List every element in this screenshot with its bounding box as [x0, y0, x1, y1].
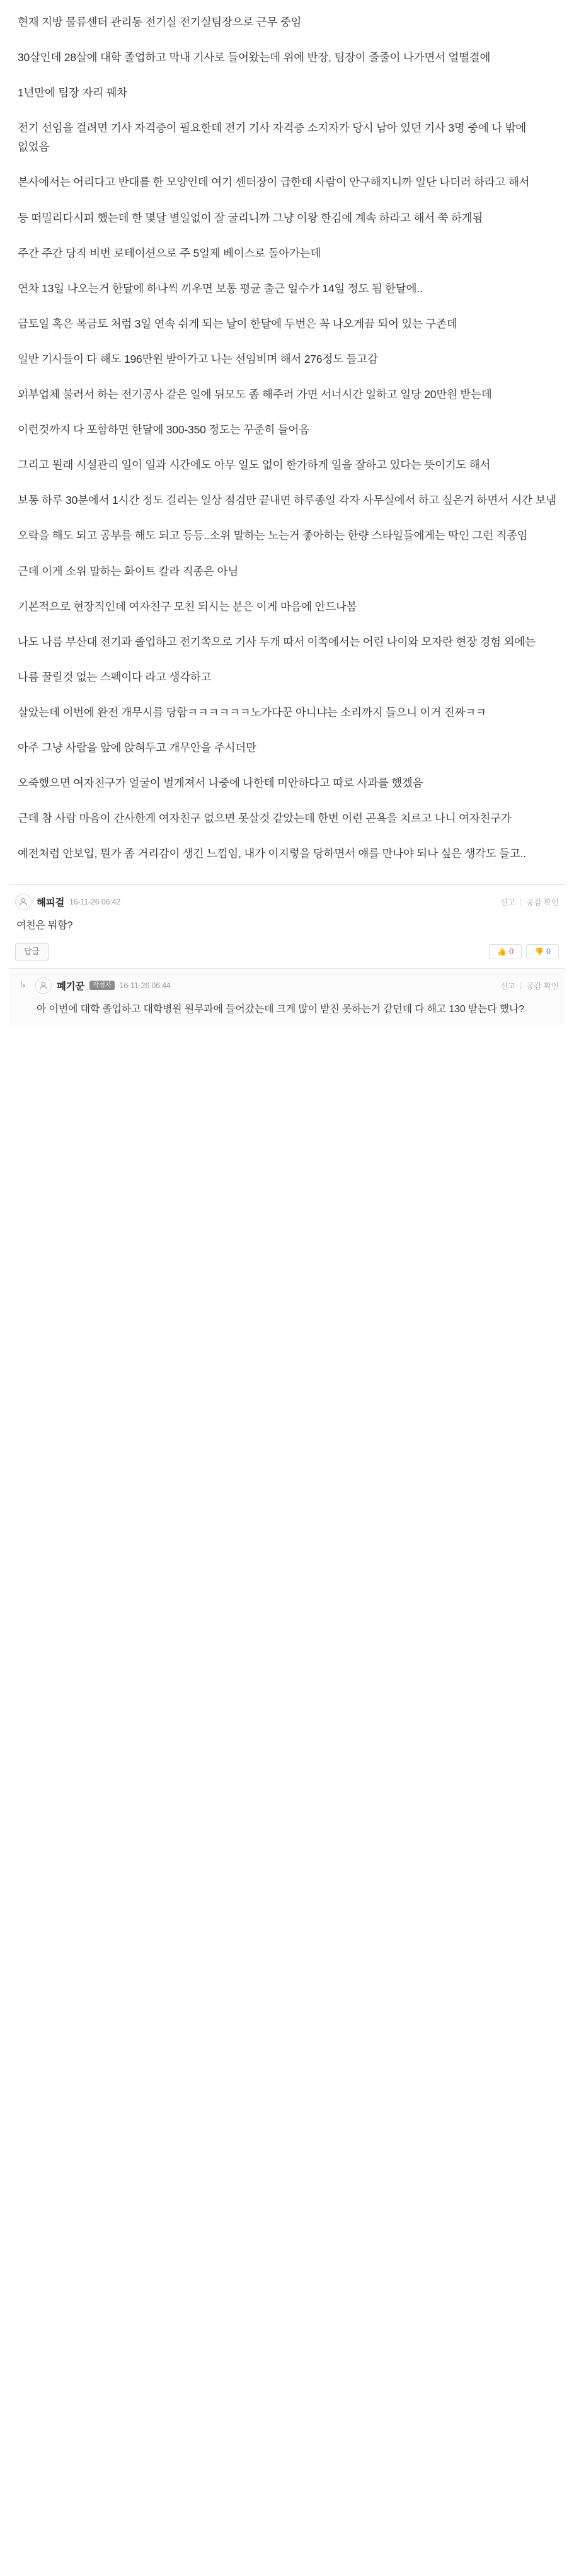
post-paragraph: 나름 꿀릴것 없는 스펙이다 라고 생각하고 — [18, 670, 212, 683]
post-paragraph: 보통 하루 30분에서 1시간 정도 걸리는 일상 점검만 끝내면 하루종일 각자 사무실에서 하고 싶은거 하면서 시간 보냄 — [18, 494, 556, 507]
report-link[interactable]: 신고 — [500, 981, 515, 991]
post-body — [0, 0, 574, 863]
comment-author[interactable]: 폐기꾼 — [57, 981, 85, 992]
reply-button[interactable]: 답글 — [15, 943, 49, 960]
post-paragraph: 본사에서는 어리다고 반대를 한 모양인데 여기 센터장이 급한데 사람이 안구해지니까 일단 나더러 하라고 해서 — [18, 176, 530, 189]
vote-group — [489, 944, 559, 959]
thumbs-down-icon: 👎 — [534, 947, 544, 956]
comment-list — [0, 884, 574, 1040]
comment-header — [15, 894, 559, 910]
comment-text: 여친은 뭐함? — [16, 920, 73, 932]
post-paragraph: 아주 그냥 사람을 앞에 앉혀두고 개무안을 주시더만 — [18, 741, 256, 754]
like-confirm-link[interactable]: 공감 확인 — [526, 898, 559, 908]
comment-header-actions — [500, 980, 559, 991]
post-paragraph: 나도 나름 부산대 전기과 졸업하고 전기쪽으로 기사 두개 따서 이쪽에서는 어린 나이와 모자란 현장 경험 외에는 — [18, 635, 536, 648]
upvote-button[interactable] — [489, 944, 522, 959]
post-paragraph: 근데 참 사람 마음이 간사한게 여자친구 없으면 못살것 같았는데 한번 이런 곤욕을 치르고 나니 여자친구가 — [18, 812, 512, 825]
report-link[interactable]: 신고 — [500, 898, 515, 908]
comment-author[interactable]: 해피걸 — [37, 898, 65, 909]
thumbs-up-icon: 👍 — [497, 947, 507, 956]
post-paragraph: 전기 선임을 걸려면 기사 자격증이 필요한데 전기 기사 자격증 소지자가 당시 남아 있던 기사 3명 중에 나 밖에 없었음 — [18, 122, 527, 154]
comment-date: 16-11-26 06:44 — [119, 981, 171, 990]
separator: | — [519, 981, 522, 990]
writer-badge: 작성자 — [89, 981, 115, 991]
comment-header — [35, 977, 559, 994]
comment-item — [9, 884, 565, 967]
post-paragraph: 30살인데 28살에 대학 졸업하고 막내 기사로 들어왔는데 위에 반장, 팀장이 줄줄이 나가면서 얼떨결에 — [18, 51, 491, 64]
post-paragraph: 등 떠밀리다시피 했는데 한 몇달 별일없이 잘 굴리니까 그냥 이왕 한김에 계속 하라고 해서 쭉 하게됨 — [18, 211, 483, 224]
post-paragraph: 이런것까지 다 포함하면 한달에 300-350 정도는 꾸준히 들어옴 — [18, 423, 309, 436]
comment-text: 아 이번에 대학 졸업하고 대학병원 원무과에 들어갔는데 크게 많이 받진 못하는거 같던데 다 해고 130 받는다 했나? — [37, 1003, 524, 1015]
post-paragraph: 기본적으로 현장직인데 여자친구 모친 되시는 분은 이게 마음에 안드나봄 — [18, 600, 357, 613]
upvote-count: 0 — [509, 947, 514, 956]
post-paragraph: 연차 13일 나오는거 한달에 하나씩 끼우면 보통 평균 출근 일수가 14일 정도 됨 한달에.. — [18, 282, 423, 295]
post-paragraph: 금토일 혹은 목금토 처럼 3일 연속 쉬게 되는 날이 한달에 두번은 꼭 나오게끔 되어 있는 구존데 — [18, 317, 457, 330]
post-paragraph: 오락을 해도 되고 공부를 해도 되고 등등..소위 말하는 노는거 좋아하는 한량 스타일들에게는 딱인 그런 직종임 — [18, 529, 528, 542]
downvote-button[interactable] — [526, 944, 559, 959]
post-paragraph: 현재 지방 물류센터 관리동 전기실 전기실팀장으로 근무 중임 — [18, 16, 302, 28]
post-paragraph: 주간 주간 당직 비번 로테이션으로 주 5일제 베이스로 돌아가는데 — [18, 246, 321, 259]
downvote-count: 0 — [546, 947, 551, 956]
post-paragraph: 근데 이게 소위 말하는 화이트 칼라 직종은 아님 — [18, 564, 239, 578]
post-paragraph: 외부업체 불러서 하는 전기공사 같은 일에 뒤모도 좀 해주러 가면 서너시간 일하고 일당 20만원 받는데 — [18, 388, 492, 401]
post-paragraph: 일반 기사들이 다 해도 196만원 받아가고 나는 선임비며 해서 276정도 들고감 — [18, 352, 378, 365]
reply-arrow-icon: ↳ — [19, 979, 27, 990]
post-paragraph: 예전처럼 안보입, 뭔가 좀 거리감이 생긴 느낌임, 내가 이지렇을 당하면서 얘를 만나야 되나 싶은 생각도 들고.. — [18, 847, 526, 860]
comment-header-actions — [500, 896, 559, 908]
like-confirm-link[interactable]: 공감 확인 — [526, 981, 559, 991]
post-paragraph: 오죽했으면 여자친구가 얼굴이 벌게져서 나중에 나한테 미안하다고 따로 사과를 했겠음 — [18, 777, 423, 790]
comment-date: 16-11-26 06:42 — [69, 898, 121, 907]
post-paragraph: 살았는데 이번에 완전 개무시를 당함ㅋㅋㅋㅋㅋㅋ노가다꾼 아니냐는 소리까지 들으니 이거 진짜ㅋㅋ — [18, 705, 486, 719]
comment-actions — [15, 943, 559, 960]
post-paragraph: 그리고 원래 시설관리 일이 일과 시간에도 아무 일도 없이 한가하게 일을 잘하고 있다는 뜻이기도 해서 — [18, 459, 491, 472]
post-paragraph: 1년만에 팀장 자리 꿰차 — [18, 86, 127, 100]
avatar — [15, 894, 32, 910]
avatar — [35, 977, 52, 994]
separator: | — [519, 898, 522, 907]
comment-item-reply — [9, 968, 565, 1025]
